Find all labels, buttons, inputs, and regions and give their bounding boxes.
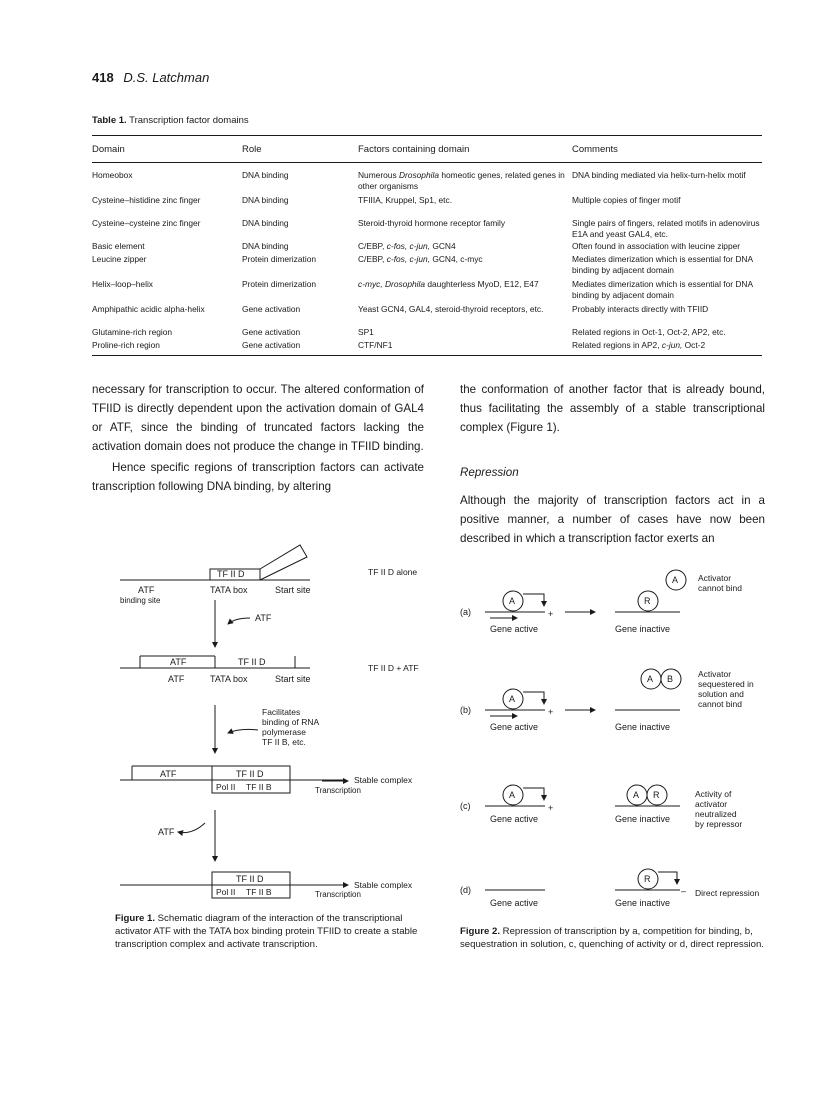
col-comments: Comments <box>572 144 618 155</box>
panel-label: (d) <box>460 885 471 895</box>
cell-italic: c-myc, Drosophila <box>358 279 426 289</box>
transcription-start-arrow <box>523 692 544 704</box>
activator-letter: A <box>672 575 679 585</box>
cell-text: daughterless MyoD, E12, E47 <box>425 279 539 289</box>
caption-text: Repression of transcription by a, competition for binding, b, sequestration in solution, c, quenching of activity or d, direct repression. <box>460 926 764 950</box>
label-gene-inactive: Gene inactive <box>615 722 671 732</box>
cell-role: DNA binding <box>242 170 289 180</box>
repressor-letter: R <box>653 790 660 800</box>
cell-role: DNA binding <box>242 218 289 228</box>
label-atf: ATF <box>160 769 177 779</box>
right-column-text <box>460 491 765 548</box>
label-tfiib: TF II B <box>246 887 272 897</box>
cell-factors <box>358 218 568 229</box>
cell-domain: Proline-rich region <box>92 340 160 350</box>
cell-italic: c-fos, c-jun, <box>386 241 431 251</box>
atf-release-arrow <box>178 823 205 833</box>
label-tfiid: TF II D <box>217 569 245 579</box>
label-gene-active: Gene active <box>490 722 539 732</box>
cell-italic: Drosophila <box>398 170 440 180</box>
note-activator: activator <box>695 799 728 809</box>
paragraph: Although the majority of transcription factors act in a positive manner, a number of cases have now been described in which a transcription factor exerts an <box>460 494 765 545</box>
cell-italic: c-fos, c-jun, <box>386 254 431 264</box>
figure-1-diagram <box>110 525 440 910</box>
cell-role: DNA binding <box>242 195 289 205</box>
label-facilitates: Facilitates <box>262 707 301 717</box>
activator-letter: A <box>509 694 516 704</box>
note-by-repressor: by repressor <box>695 819 743 829</box>
note-sequestered: sequestered in <box>698 679 754 689</box>
cell-text: Steroid-thyroid hormone receptor family <box>358 218 506 228</box>
note-activator: Activator <box>698 669 732 679</box>
label-atf: ATF <box>158 827 175 837</box>
label-tfiid: TF II D <box>236 874 264 884</box>
label-tfiid-alone: TF II D alone <box>368 567 418 577</box>
cell-italic: c-jun, <box>661 340 683 350</box>
author: D.S. Latchman <box>123 70 210 85</box>
cell-text: Single pairs of fingers, related motifs in adenovirus E1A and yeast GAL4, etc. <box>572 218 760 239</box>
col-factors: Factors containing domain <box>358 144 470 155</box>
cell-factors <box>358 195 568 206</box>
repressor-letter: R <box>644 874 651 884</box>
cell-role: Gene activation <box>242 340 301 350</box>
cell-text: CTF/NF1 <box>358 340 393 350</box>
cell-role: Protein dimerization <box>242 279 317 289</box>
cell-text: Often found in association with leucine zipper <box>572 241 741 251</box>
left-column-text <box>92 380 424 496</box>
cell-factors <box>358 241 568 252</box>
cell-text: DNA binding mediated via helix-turn-helix motif <box>572 170 746 180</box>
cell-comments <box>572 304 762 315</box>
cell-text: GCN4, c-myc <box>430 254 483 264</box>
cell-text: Mediates dimerization which is essential for DNA binding by adjacent domain <box>572 279 753 300</box>
cell-comments <box>572 195 762 206</box>
label-tata-box: TATA box <box>210 585 248 595</box>
note-direct-repression: Direct repression <box>695 888 760 898</box>
label-tfiid: TF II D <box>236 769 264 779</box>
caption-label: Figure 1. <box>115 913 155 924</box>
panel-label: (a) <box>460 607 471 617</box>
label-facilitates: polymerase <box>262 727 306 737</box>
caption-text: Schematic diagram of the interaction of the transcriptional activator ATF with the TATA box binding protein TFIID to create a stable transcription complex and activate transcription. <box>115 913 418 950</box>
cell-role: Gene activation <box>242 327 301 337</box>
cell-text: homeotic genes, related genes in other organisms <box>358 170 565 191</box>
cell-comments <box>572 254 762 276</box>
transcription-start-arrow <box>523 594 544 606</box>
table-top-rule <box>92 135 762 136</box>
label-pol-ii: Pol II <box>216 887 236 897</box>
col-domain: Domain <box>92 144 125 155</box>
label-binding-site: binding site <box>120 596 161 605</box>
cell-text: C/EBP, <box>358 241 387 251</box>
cell-factors <box>358 340 568 351</box>
cell-role: Protein dimerization <box>242 254 317 264</box>
label-stable-complex: Stable complex <box>354 880 413 890</box>
note-activator: Activator <box>698 573 732 583</box>
plus-sign: + <box>548 707 554 717</box>
cell-domain: Cysteine–histidine zinc finger <box>92 195 201 205</box>
figure-2-caption <box>460 925 765 951</box>
activator-letter: A <box>509 790 516 800</box>
label-gene-inactive: Gene inactive <box>615 814 671 824</box>
label-tfiid: TF II D <box>238 657 266 667</box>
label-start-site: Start site <box>275 585 311 595</box>
note-cannot-bind: cannot bind <box>698 699 742 709</box>
activator-letter: A <box>647 674 654 684</box>
cell-text: GCN4 <box>430 241 456 251</box>
section-heading: Repression <box>460 466 519 479</box>
transcription-start-arrow <box>523 788 544 800</box>
label-gene-inactive: Gene inactive <box>615 624 671 634</box>
activator-letter: A <box>509 596 516 606</box>
cell-factors <box>358 170 568 192</box>
cell-domain: Homeobox <box>92 170 133 180</box>
note-neutralized: neutralized <box>695 809 737 819</box>
label-tfiib: TF II B <box>246 782 272 792</box>
plus-sign: + <box>548 609 554 619</box>
paragraph: Hence specific regions of transcription factors can activate transcription following DNA binding, by altering <box>92 461 424 493</box>
running-head <box>92 70 209 85</box>
cell-comments <box>572 327 762 338</box>
activator-letter: A <box>633 790 640 800</box>
table-header <box>92 144 762 158</box>
cell-text: Mediates dimerization which is essential for DNA binding by adjacent domain <box>572 254 753 275</box>
cell-comments <box>572 279 762 301</box>
label-tata-box: TATA box <box>210 674 248 684</box>
note-cannot-bind: cannot bind <box>698 583 742 593</box>
label-atf: ATF <box>255 613 272 623</box>
sequestering-letter: B <box>667 674 674 684</box>
cell-domain: Basic element <box>92 241 145 251</box>
cell-text: Numerous <box>358 170 399 180</box>
label-gene-active: Gene active <box>490 898 539 908</box>
cell-domain: Amphipathic acidic alpha-helix <box>92 304 205 314</box>
col-role: Role <box>242 144 262 155</box>
caption-label: Figure 2. <box>460 926 500 937</box>
cell-comments <box>572 241 762 252</box>
cell-text: SP1 <box>358 327 374 337</box>
panel-label: (c) <box>460 801 471 811</box>
atf-pointer-arrow <box>228 618 250 624</box>
cell-text: Related regions in AP2, <box>572 340 662 350</box>
label-tfiid-atf: TF II D + ATF <box>368 663 419 673</box>
right-column-text <box>460 380 765 437</box>
label-gene-active: Gene active <box>490 624 539 634</box>
label-start-site: Start site <box>275 674 311 684</box>
figure-2-diagram <box>455 560 775 915</box>
cell-factors <box>358 254 568 265</box>
tfiid-hinged-arm <box>260 545 307 580</box>
transcription-start-arrow <box>658 872 677 884</box>
cell-text: Oct-2 <box>682 340 706 350</box>
label-atf: ATF <box>138 585 155 595</box>
cell-text: C/EBP, <box>358 254 387 264</box>
figure-1-caption <box>115 912 420 951</box>
cell-text: Related regions in Oct-1, Oct-2, AP2, etc. <box>572 327 726 337</box>
cell-text: Yeast GCN4, GAL4, steroid-thyroid receptors, etc. <box>358 304 544 314</box>
cell-factors <box>358 304 568 315</box>
table-header-rule <box>92 162 762 163</box>
plus-sign: + <box>548 803 554 813</box>
label-transcription: Transcription <box>315 786 361 795</box>
page-number: 418 <box>92 70 114 85</box>
cell-text: Multiple copies of finger motif <box>572 195 681 205</box>
label-stable-complex: Stable complex <box>354 775 413 785</box>
label-transcription: Transcription <box>315 890 361 899</box>
minus-sign: – <box>681 886 687 896</box>
cell-comments <box>572 218 762 240</box>
table-caption <box>92 115 249 126</box>
cell-role: DNA binding <box>242 241 289 251</box>
note-activity: Activity of <box>695 789 732 799</box>
cell-domain: Glutamine-rich region <box>92 327 173 337</box>
table-bottom-rule <box>92 355 762 356</box>
cell-factors <box>358 327 568 338</box>
cell-comments <box>572 170 762 181</box>
note-solution: solution and <box>698 689 744 699</box>
cell-domain: Helix–loop–helix <box>92 279 153 289</box>
cell-text: Probably interacts directly with TFIID <box>572 304 709 314</box>
cell-factors <box>358 279 568 290</box>
paragraph: the conformation of another factor that is already bound, thus facilitating the assembly of a stable transcriptional complex (Figure 1). <box>460 383 765 434</box>
facilitates-pointer-arrow <box>228 729 258 733</box>
cell-text: TFIIIA, Kruppel, Sp1, etc. <box>358 195 453 205</box>
cell-domain: Cysteine–cysteine zinc finger <box>92 218 201 228</box>
cell-comments <box>572 340 762 351</box>
label-atf: ATF <box>168 674 185 684</box>
label-pol-ii: Pol II <box>216 782 236 792</box>
table-label: Table 1. <box>92 115 127 126</box>
label-facilitates: binding of RNA <box>262 717 320 727</box>
repressor-letter: R <box>644 596 651 606</box>
label-gene-inactive: Gene inactive <box>615 898 671 908</box>
paragraph: necessary for transcription to occur. The altered conformation of TFIID is directly dependent upon the activation domain of GAL4 or ATF, since the binding of truncated factors lacking the activation domain does not produce the change in TFIID binding. <box>92 383 424 453</box>
cell-domain: Leucine zipper <box>92 254 147 264</box>
panel-label: (b) <box>460 705 471 715</box>
label-gene-active: Gene active <box>490 814 539 824</box>
cell-role: Gene activation <box>242 304 301 314</box>
table-title: Transcription factor domains <box>129 115 249 126</box>
label-atf: ATF <box>170 657 187 667</box>
label-facilitates: TF II B, etc. <box>262 737 306 747</box>
